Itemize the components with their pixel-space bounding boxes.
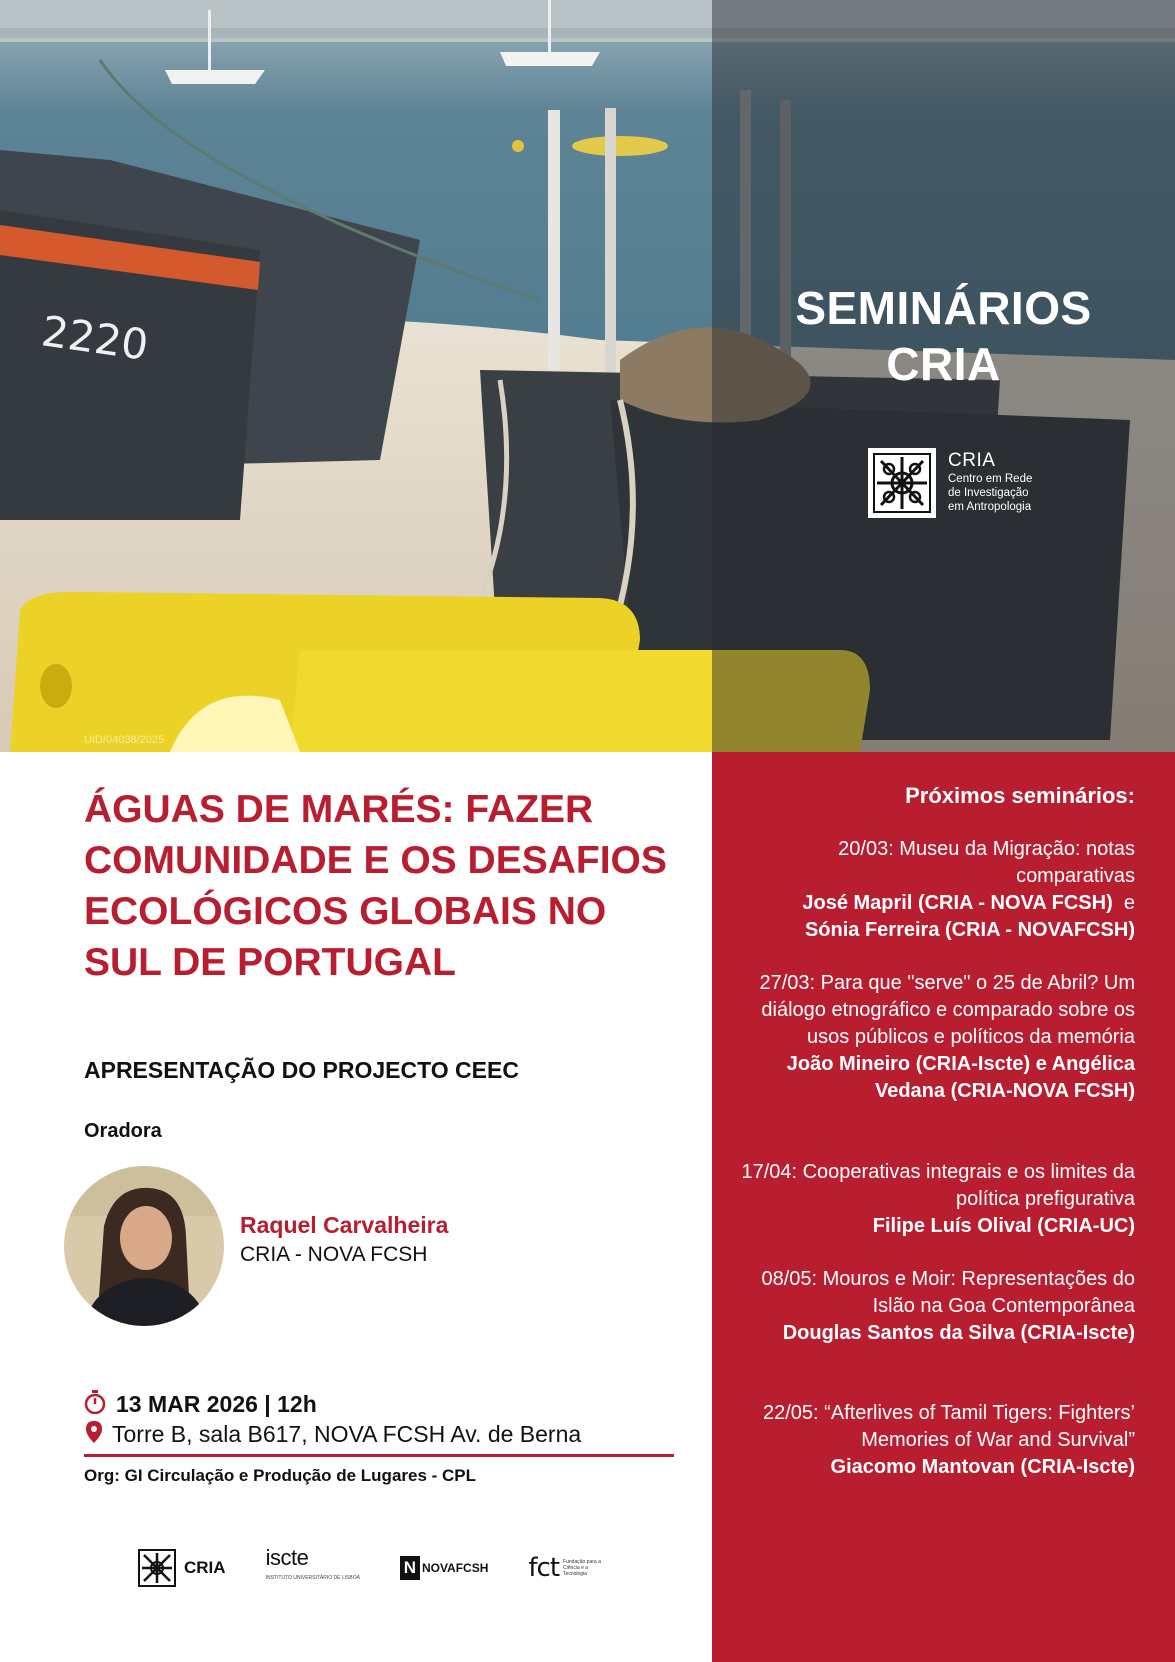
upcoming-item-title: 17/04: Cooperativas integrais e os limites da política prefigurativa xyxy=(741,1161,1135,1210)
upcoming-heading: Próximos seminários: xyxy=(905,783,1135,808)
organizer: Org: GI Circulação e Produção de Lugares - CPL xyxy=(84,1466,477,1485)
cria-badge-line1: Centro em Rede xyxy=(948,473,1033,485)
cria-badge-line2: de Investigação xyxy=(948,487,1029,499)
partner-fct xyxy=(528,1553,607,1583)
upcoming-item-joiner: e xyxy=(1123,892,1135,914)
divider xyxy=(84,1454,674,1457)
event-subtitle: APRESENTAÇÃO DO PROJECTO CEEC xyxy=(84,1057,519,1083)
series-title-line2: CRIA xyxy=(886,338,1001,390)
upcoming-item-speakers: José Mapril (CRIA - NOVA FCSH) xyxy=(802,892,1113,914)
event-title: ÁGUAS DE MARÉS: FAZER COMUNIDADE E OS DESAFIOS ECOLÓGICOS GLOBAIS NO SUL DE PORTUGAL xyxy=(84,788,667,984)
partner-fct-sub: Fundação para a Ciência e a Tecnologia xyxy=(563,1559,601,1577)
partner-nova-mark: N xyxy=(400,1556,420,1580)
upcoming-item-title: 20/03: Museu da Migração: notas comparativas xyxy=(838,838,1135,887)
series-title-line1: SEMINÁRIOS xyxy=(795,282,1092,334)
cria-badge-line3: em Antropologia xyxy=(948,501,1032,513)
svg-text:2220: 2220 xyxy=(38,306,152,370)
partner-cria-label: CRIA xyxy=(184,1558,226,1577)
cria-knot-icon xyxy=(138,1549,176,1587)
event-location xyxy=(86,1421,581,1448)
speaker-label: Oradora xyxy=(84,1120,162,1142)
speaker-affiliation: CRIA - NOVA FCSH xyxy=(240,1243,428,1266)
partner-logos xyxy=(138,1545,607,1588)
upcoming-item xyxy=(725,1266,1135,1347)
map-pin-icon xyxy=(86,1421,102,1448)
upcoming-item-title: 22/05: “Afterlives of Tamil Tigers: Fighters’ Memories of War and Survival” xyxy=(763,1402,1135,1451)
partner-cria xyxy=(138,1549,226,1587)
upcoming-item xyxy=(725,1159,1135,1240)
partner-iscte xyxy=(265,1545,360,1588)
partner-iscte-label: iscte xyxy=(265,1545,309,1570)
partner-iscte-sub: INSTITUTO UNIVERSITÁRIO DE LISBOA xyxy=(265,1575,360,1581)
upcoming-item-speakers: Giacomo Mantovan (CRIA-Iscte) xyxy=(830,1456,1135,1478)
upcoming-item xyxy=(725,970,1135,1105)
cria-logo-icon xyxy=(868,448,936,518)
event-date-text: 13 MAR 2026 | 12h xyxy=(116,1391,317,1417)
speaker-avatar xyxy=(64,1166,224,1326)
partner-fct-label: fct xyxy=(528,1553,560,1583)
upcoming-item xyxy=(725,836,1135,944)
partner-nova xyxy=(400,1556,488,1580)
upcoming-item-speakers: Douglas Santos da Silva (CRIA-Iscte) xyxy=(782,1322,1135,1344)
timer-icon xyxy=(84,1390,106,1419)
upcoming-item-speakers: Filipe Luís Olival (CRIA-UC) xyxy=(872,1215,1135,1237)
upcoming-item-speakers-2: Sónia Ferreira (CRIA - NOVAFCSH) xyxy=(804,919,1135,941)
speaker-name: Raquel Carvalheira xyxy=(240,1212,449,1238)
grant-code: UID/04038/2025 xyxy=(84,734,165,746)
upcoming-item xyxy=(725,1400,1135,1481)
cria-badge-name: CRIA xyxy=(948,450,996,471)
upcoming-item-title: 08/05: Mouros e Moir: Representações do Islão na Goa Contemporânea xyxy=(761,1268,1135,1317)
partner-nova-label: NOVAFCSH xyxy=(421,1561,489,1575)
event-date xyxy=(84,1390,317,1419)
event-location-text: Torre B, sala B617, NOVA FCSH Av. de Berna xyxy=(112,1421,582,1447)
upcoming-item-title: 27/03: Para que "serve" o 25 de Abril? Um diálogo etnográfico e comparado sobre os usos públicos e políticos da memória xyxy=(759,972,1135,1048)
upcoming-item-speakers: João Mineiro (CRIA-Iscte) e Angélica Vedana (CRIA-NOVA FCSH) xyxy=(786,1053,1135,1102)
series-title xyxy=(712,280,1175,392)
cria-badge xyxy=(868,448,1032,518)
